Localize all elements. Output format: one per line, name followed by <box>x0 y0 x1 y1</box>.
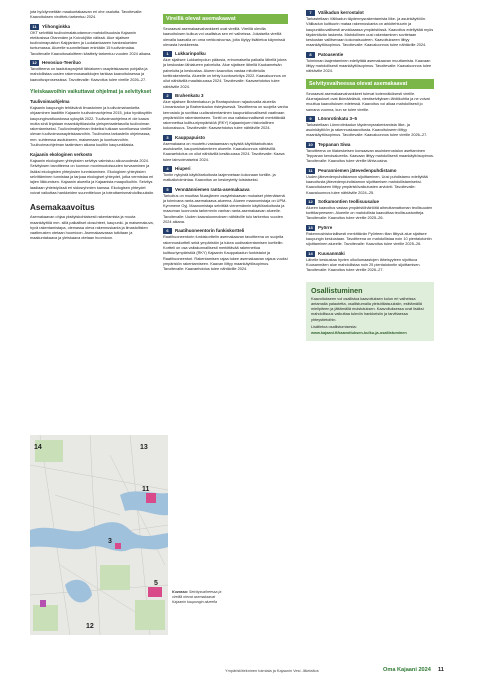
item-text: Raatihuoneentorin funkiskorttelin asemakaavan tavoitteena on suojella rakennuskortteli sekä ympäristön ja tukea uudisrakentamisen kortteliin. Kortteli on osa valtakunnallisesti merkittävää rakennettua kulttuuriympäristöä (RKY) Kajaanin Kauppakadun funkistalot ja Raatihuoneentori. Rakentamisen rajaa tukee asemakaavan rajaus vuoksi ympäristön rakentamiseen. Kaavan liittyy maankäyttösopimus. Tavoitevalle: Kaavaehdotus tulee nähtäville 2024. <box>163 235 288 272</box>
big-heading: Asemakaavoitus <box>30 203 95 213</box>
item-text: Alue sijaitsee Lukkarinpolun pääosia, erinomaisella paikalla lähellä jokea ja keskustan lähialueen palveluita. Alue sijaitsee lähellä Kaukametsän palveluita ja keskustaa. Alueen kaavoitus vastaa mitoitetulla tonttirakenteella. Alueelle on tehty luontoselvitys 2022. Kaavaluonnos on ollut nähtävillä maaliskuussa 2024. Tavoitevalle: Kaavaehdotus tulee nähtäville 2024. <box>163 58 287 89</box>
item-number: 6 <box>163 228 172 234</box>
item-number: 4 <box>163 166 172 172</box>
item-text: Tarkoitus on muuttaa Nuasjärven osayleiskaavan mukaiset yhtenäisenä ja toimivana ranta-asemakaava-alueena. Alueen maanomistaja on UPM-Kymmene Oyj. Maanomistaja selvittää vienemännin käyttötarkoitusta ja maaoman luonnosta tarkemmin vanhan ranta-asemakaavan alueelle. Tavoitevalle: Uuden kaavaluonnoksen nähtäville tulo tarkentuu vuoden 2024 aikana. <box>163 193 287 225</box>
item-title: Teppanan Siwa <box>318 141 351 147</box>
map-label: 13 <box>140 444 148 451</box>
item-number: 9 <box>306 116 315 122</box>
item-heading <box>306 168 434 174</box>
intro-text: Seuraavat asemakaavahankkeet tulevat todennäköisesti vireille. Aluerajaukset ovat likimääräisiä, viestiselvityksen lähtökohtia ja ne voivat muuttua kaavoituksen edetessä. Kaavoitus voi alkaa mahdollisesti jo samana vuonna, kun se tulee vireille. <box>306 91 430 112</box>
footer-brand: Oma Kajaani 2024 <box>383 667 431 673</box>
item-number: 8 <box>306 52 315 58</box>
item-heading <box>306 225 434 231</box>
column-right <box>306 10 434 341</box>
item-heading <box>306 116 434 122</box>
item-text: Asemakaava on muutettu vastaamaan nykyistä käyttötarkoitusta asutukselle, kaupunkirakenteen alueelle. Kaavaluonnos nähtävillä. Kaavaehdotus on ollut nähtävillä kesäkuussa 2024. Tavoitevalle: Kaava tulee lainvoimaiseksi 2024. <box>163 141 285 162</box>
item-title: Patoasentie <box>318 51 344 57</box>
paragraph: Asemakaavan ohjaa yksityiskohtaisesti rakentamista ja muuta maankäyttöä mm. sillä paikalliset olosuhteet, kaupunki- ja maisemakuva, hyvä rakentamistapa, olemassa oleva rakennuskanta ja ilmastollisten vaatimusten otetaan huomioon. Asemakaavassa tutkitaan ja maakuntakaava ja yleiskaava otetaan huomioon. <box>30 215 154 241</box>
item-number: 7 <box>306 10 315 16</box>
participation-box <box>306 282 434 342</box>
item-number: 13 <box>306 225 315 231</box>
area-map <box>30 435 168 635</box>
page-number: 11 <box>438 667 444 673</box>
item-title: Lukkarinpolku <box>175 51 206 57</box>
participation-link[interactable]: www.kajaani.fi/kaavoituksen-kulku-ja-osallistuminen <box>311 330 407 335</box>
item-heading <box>306 142 434 148</box>
map-label: 12 <box>86 623 94 630</box>
map-label: 5 <box>154 580 158 587</box>
item-title: Kuusanmäki <box>318 250 345 256</box>
item-text: Lähelle keskustaa hyvien ulkoilumaastojen läheisyyteen sijoittuva Kuusanmäen alue mahdollistaa noin 25 pientalotontin sijoittamisen. Tavoitevalle: Kaavoitus tulee vireille 2026–27. <box>306 257 421 273</box>
item-heading <box>163 187 288 193</box>
item-text: Tarkastellaan Lönnrotinkadun täydennysrakentamista liike- ja asuinkäyttöön ja rakennuskaavoitusta. Kaavoitukseen liittyy maankäyttösopimus. Tavoitevalle: Kaavaluonnos tulee vireille 2026–27. <box>306 122 428 138</box>
item-heading <box>30 24 155 30</box>
footer-text: Ympäristötekninen toimiala ja Kajaanin Vesi -liikelaitos <box>225 668 319 673</box>
item-text: OKT selvittää tuulivoimalatuotannon mahdollisuuksia Kajaanin eteläosissa Otanmäen ja Koivuky̆län välissä. Alue sijaitsee tuulivoimapuiston Kalpjanken ja Luolalankaaren hankealueiden tuntumassa. Alueelle suunnitellaan enintään 15 tuulivoimalaa. Tavoitevalle Kaavoitusaloitteen käsittely tarkentuu vuoden 2024 aikana. <box>30 30 152 56</box>
item-text: Alue sijaitsee Brahenkatuun ja Rantapuistoon rajautuvalla alueella Linnankadun ja Brahenkadun risteyksessä. Tavoitteena on suojella vanha kerrostalo ja sovittaa uudisrakentaminen kaupunkikuvallisesti vaativaan ympäristöön rakentamiseen. Tontti on osa valtakunnallisesti merkittävää rakennettua kulttuuriympäristöä (RKY) Kajaaninjoen historiallinen kokonaisuus. Tavoitevalle: Kaavaehdotus tulee nähtäville 2024. <box>163 99 288 131</box>
item-heading <box>30 60 155 66</box>
item-heading <box>306 10 434 16</box>
item-text: Uuden jätevedenpuhdistamon sijoittaminen. Uusi puhdistamo edellyttää kaavoitusta jätevedenpuhdistamon sijoittamisen mahdollistamiseksi. Kaavoitukseen liittyy ympäristövaikutusten arviointi. Tavoitevalle: Kaavaluonnos tulee nähtäville 2024–25. <box>306 174 428 195</box>
item-number: 5 <box>163 187 172 193</box>
item-number: 10 <box>306 142 315 148</box>
paragraph: Kajaanin ekologisen yhteyksien selvitys valmistuu alkuvuodesta 2024. Selvityksen tavoitteena on luonnon monimuotoisuuden turvaaminen ja lisäksi ekologisten yhteyksien tunnistaminen. Ekologinen yhteyksien selvittäminen tunnistaa ja tarjoaa ekologiset yhteydet, jotka vermistaa eri lajien liikkumisen. Kajaanin alueella ja Kajaanista maapolkuihin. Selvitys laadiaan yhteistyössä eri sidosryhmien kanssa. Ekologisen yhteydet voivat vaikuttaa hankkeiden suunnitteluun ja toteuttamismahdollisuuksiin. <box>30 159 155 195</box>
item-heading <box>163 51 288 57</box>
section-band: Vireillä olevat asemakaavat <box>163 14 288 24</box>
item-text: Tarkastellaan Välikadun täydennysrakentamista liike- ja asuinkäyttöön. Välikadun kulttuurin mataa rakennuskanta on arkkitehtuurin ja kaupunkikuvallisesti arvokkaassa ympäristössä. Kaavoitus edellyttää myös täydentävän laskenta. Mahdollinen uusi rakentaminen sovitetaan keskustan vallitsevaan kokonaisuuteen. Kaavoitukseen liittyy maankäyttösopimus. Tavoitevalle: Kaavaluonnos tulee nähtäville 2024. <box>306 17 434 48</box>
item-heading <box>306 52 434 58</box>
item-title: Brahenkatu 3 <box>175 92 204 98</box>
item-title: Sotkamontien teollisuusalue <box>318 198 380 204</box>
paragraph: Kajaanin kaupungin tehtävänä ilmastoinen ja tuulivoimahanketta ohjaaminen laadittin Kajaanin tuulivoimaohjelma 2015, joka hyväksyttiin kaupunginvaltuustossa syksyllä 2022. Tuulivoimaohjelma ei ole kaava mutta sinä linjataan maankäyttöasioita yleisperiaatetasolla tuulivoiman rakentamiseksi. Tuulivoimahjelman tinkeiksi tutkaan sovelluessa vireille olevan tuulivoimaosayleiskaavoihin. Tuulivoima tarkastelin ohjelmassa, mm. suhteessa asutukseen, maisemaan ja luontoarvoihin. Tuulivoimaohjelman taatimisen aikana kuultiin kaupunkilaisia. <box>30 105 152 148</box>
item-title: Pyörre <box>318 224 333 230</box>
participation-text: Kaavoitukseen voi osallistua kaavoituksen kulun eri vaiheissa antamalla palautetta, osallistumalla yleisötilaisuuksiin, esittämällä mielipiteen ja jättämällä muistutuksen. Kaavoituksessa ovat lisäksi mahdollisuus vaikuttaa tuleviin hankkeisiin ja tarvittaessa yhteystietoihin. <box>311 296 424 322</box>
item-number: 2 <box>163 93 172 99</box>
caption-label: Kuvassa: <box>172 590 188 594</box>
map-label: 11 <box>142 486 150 493</box>
section-heading: Yleiskaavoihin vaikuttavat ohjelmat ja selvitykset <box>30 88 152 95</box>
item-title: Vennäänniemen ranta-asemakaava <box>175 186 250 192</box>
item-heading <box>163 166 288 172</box>
intro-text: Seuraavat asemakaavahankkeet ovat vireillä. Vireillä olevilla kaavoituksen kulkua voi osallistua sen eri vaiheissa. Jokaisella vireillä olevalla kaavalla on oma verkkosivunsa, jolta löytyy lisätietoa käynnissä olevasta hankkeesta. <box>163 27 285 47</box>
item-text: Rakennushistoriallisesti merkittävän Pyörteen tilan liittyvä alue sijaitsee kaupungin keskustaan. Tavoitteena on mahdollistaa noin 10 pientalotontin sijoittaminen alueelle. Tavoitevalle: Kaavoitus tulee vireille 2025–26. <box>306 231 432 247</box>
column-middle <box>163 10 288 275</box>
map-label: 14 <box>34 444 42 451</box>
item-number: 11 <box>306 168 315 174</box>
subheading: Tuulivoimaohjelma <box>30 99 70 105</box>
item-number: 3 <box>163 135 172 141</box>
item-heading <box>163 228 288 234</box>
item-text: Tavoitteena on laadutusprojekti lähialueen osayleiskaavan pohjalta ja mahdollistaa uusien rakennusasaikkojen tarkkaa kaavoituksessa ja kaavoitusprosessissa. Tavoitevalle: Kaavoitus tulee vireille 2026–27. <box>30 67 148 82</box>
zone-highlight <box>146 493 156 503</box>
item-title: Raatihuoneentorin funkiskortteli <box>175 228 245 234</box>
zone-highlight <box>115 543 121 549</box>
item-text: Alueen kaavoitus vastaa ympäristöhäiriöitä aiheuttamattoman teollisuuden tonttitarpeeseen. Alueelle on mahdollista kaavoittaa teollisuustontteja. Tavoitevalle: Kaavoitus tulee vireille 2025–26. <box>306 205 433 221</box>
item-title: Kauppapuisto <box>175 134 205 140</box>
column-left <box>30 10 155 244</box>
item-heading <box>163 93 288 99</box>
item-title: Peuranniemen jätevedenpuhdistamo <box>318 167 397 173</box>
participation-heading: Osallistuminen <box>311 285 363 295</box>
item-heading <box>163 135 288 141</box>
item-number: 12 <box>30 60 39 66</box>
participation-more: Lisätietoa osallistumisesta: <box>311 325 357 330</box>
zone-highlight <box>40 600 46 607</box>
subheading: Kajaanin ekologinen verkosto <box>30 152 93 158</box>
zone-highlight <box>148 587 162 597</box>
item-number: 1 <box>163 51 172 57</box>
intro-text: jota hyödynnetään maakuntakaavan eri ohe osalutta. Tavoitevalle: Kaavoituksen viroittelu tarkentuu 2024. <box>30 10 143 20</box>
item-text: Tontin nykyistä käyttötarkoitusta laajennetaan kokonaan tontille- ja matkailutoimintaa. Kaavoitus on keskeytetty toistaiseksi. <box>163 172 276 183</box>
item-title: Hevosiuo-Teeriluo <box>42 60 81 66</box>
item-number: 12 <box>306 199 315 205</box>
item-title: Hiuperi <box>175 165 191 171</box>
item-number: 11 <box>30 24 39 30</box>
footer <box>0 666 480 678</box>
item-heading <box>306 199 434 205</box>
item-title: Välikadun kerrostalot <box>318 10 364 15</box>
item-title: Ylihonginkka <box>42 23 71 29</box>
item-number: 14 <box>306 251 315 257</box>
map-label: 3 <box>108 538 112 545</box>
map-caption <box>172 590 227 604</box>
item-title: Lönnrotinkatu 3–5 <box>318 115 358 121</box>
item-text: Toiminnan laajentaminen edellyttää asemakaavan muuttamista. Kaavaan liittyy mahdollisesti maankäyttösopimus. Tavoitevalle: Kaavaluonnos tulee nähtäville 2024. <box>306 58 432 74</box>
caption-text: Selvitysvaiheessa ja vireillä olevat asemakaavat Kajaanin kaupungin alueella <box>172 590 222 604</box>
item-text: Tavoitteena on tilakeskeisen konsaavan asuinkerrostalon asettaminen Teppanan keroisalueella. Kaavaan liittyy mahdollisesti maankäyttösopimus. Tavoitevalle: Kaavoitus tulee vireille lähivuosina. <box>306 148 434 164</box>
item-heading <box>306 251 434 257</box>
section-band: Selvitysvaiheessa olevat asemakaavat <box>306 79 434 89</box>
